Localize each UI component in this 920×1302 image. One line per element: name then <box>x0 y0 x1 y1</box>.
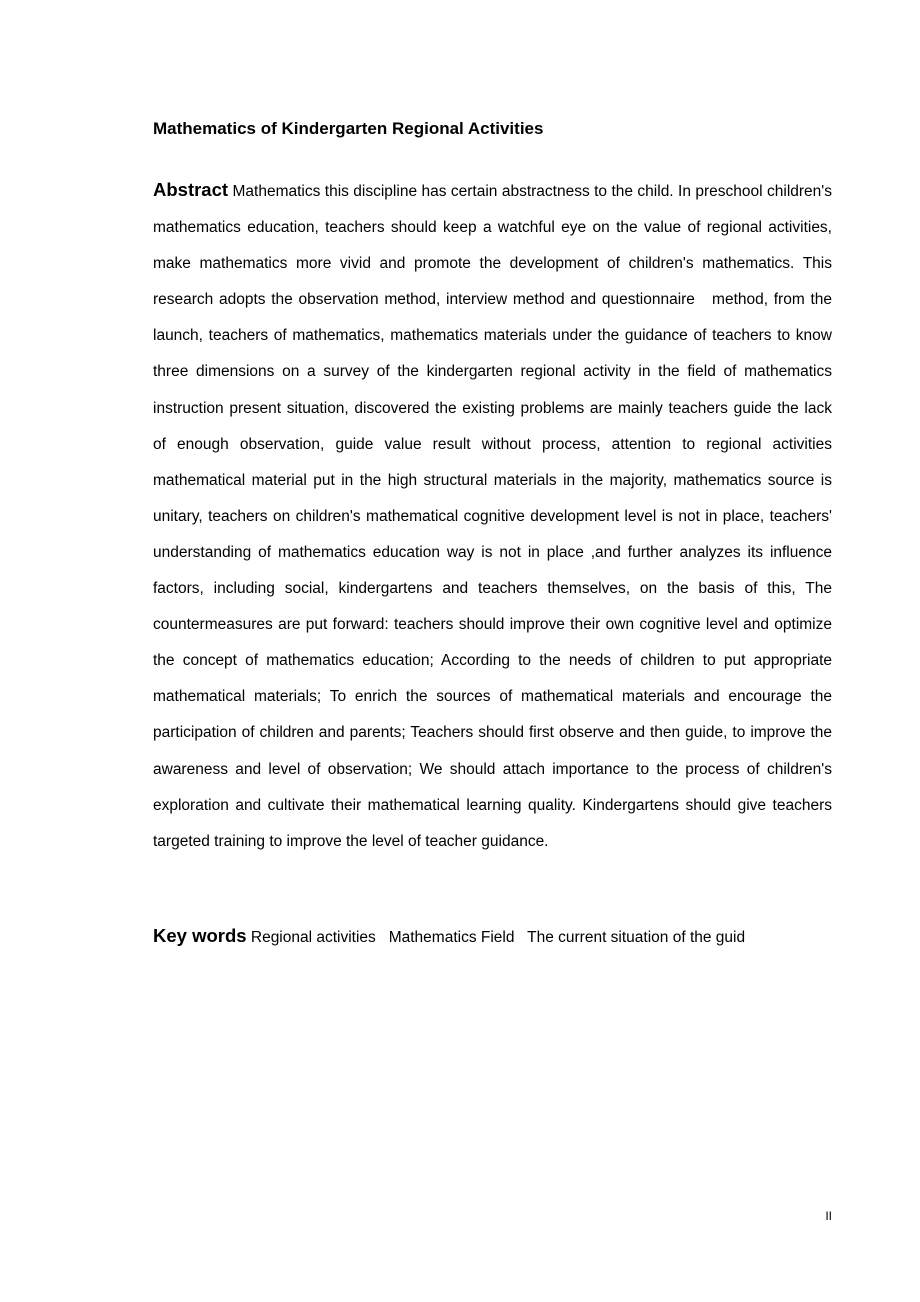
abstract-text: Mathematics this discipline has certain abstractness to the child. In preschool children's mathematics education, teachers should keep a watchful eye on the value of regional activities, make mathematics more vivid and promote the development of children's mathematics. This research adopts the observation method, interview method and questionnaire method, from the launch, teachers of mathematics, mathematics materials under the guidance of teachers to know three dimensions on a survey of the kindergarten regional activity in the field of mathematics instruction present situation, discovered the existing problems are mainly teachers guide the lack of enough observation, guide value result without process, attention to regional activities mathematical material put in the high structural materials in the majority, mathematics source is unitary, teachers on children's mathematical cognitive development level is not in place, teachers' understanding of mathematics education way is not in place ,and further analyzes its influence factors, including social, kindergartens and teachers themselves, on the basis of this, The countermeasures are put forward: teachers should improve their own cognitive level and optimize the concept of mathematics education; According to the needs of children to put appropriate mathematical materials; To enrich the sources of mathematical materials and encourage the participation of children and parents; Teachers should first observe and then guide, to improve the awareness and level of observation; We should attach importance to the process of children's exploration and cultivate their mathematical learning quality. Kindergartens should give teachers targeted training to improve the level of teacher guidance. <box>153 183 832 850</box>
paper-title: Mathematics of Kindergarten Regional Activities <box>153 119 544 138</box>
keywords-line <box>153 922 853 952</box>
abstract-paragraph <box>153 172 832 860</box>
page-number: II <box>825 1209 832 1223</box>
abstract-label: Abstract <box>153 179 229 200</box>
keywords-text: Regional activities Mathematics Field The current situation of the guid <box>250 929 746 946</box>
keywords-label: Key words <box>153 925 247 946</box>
